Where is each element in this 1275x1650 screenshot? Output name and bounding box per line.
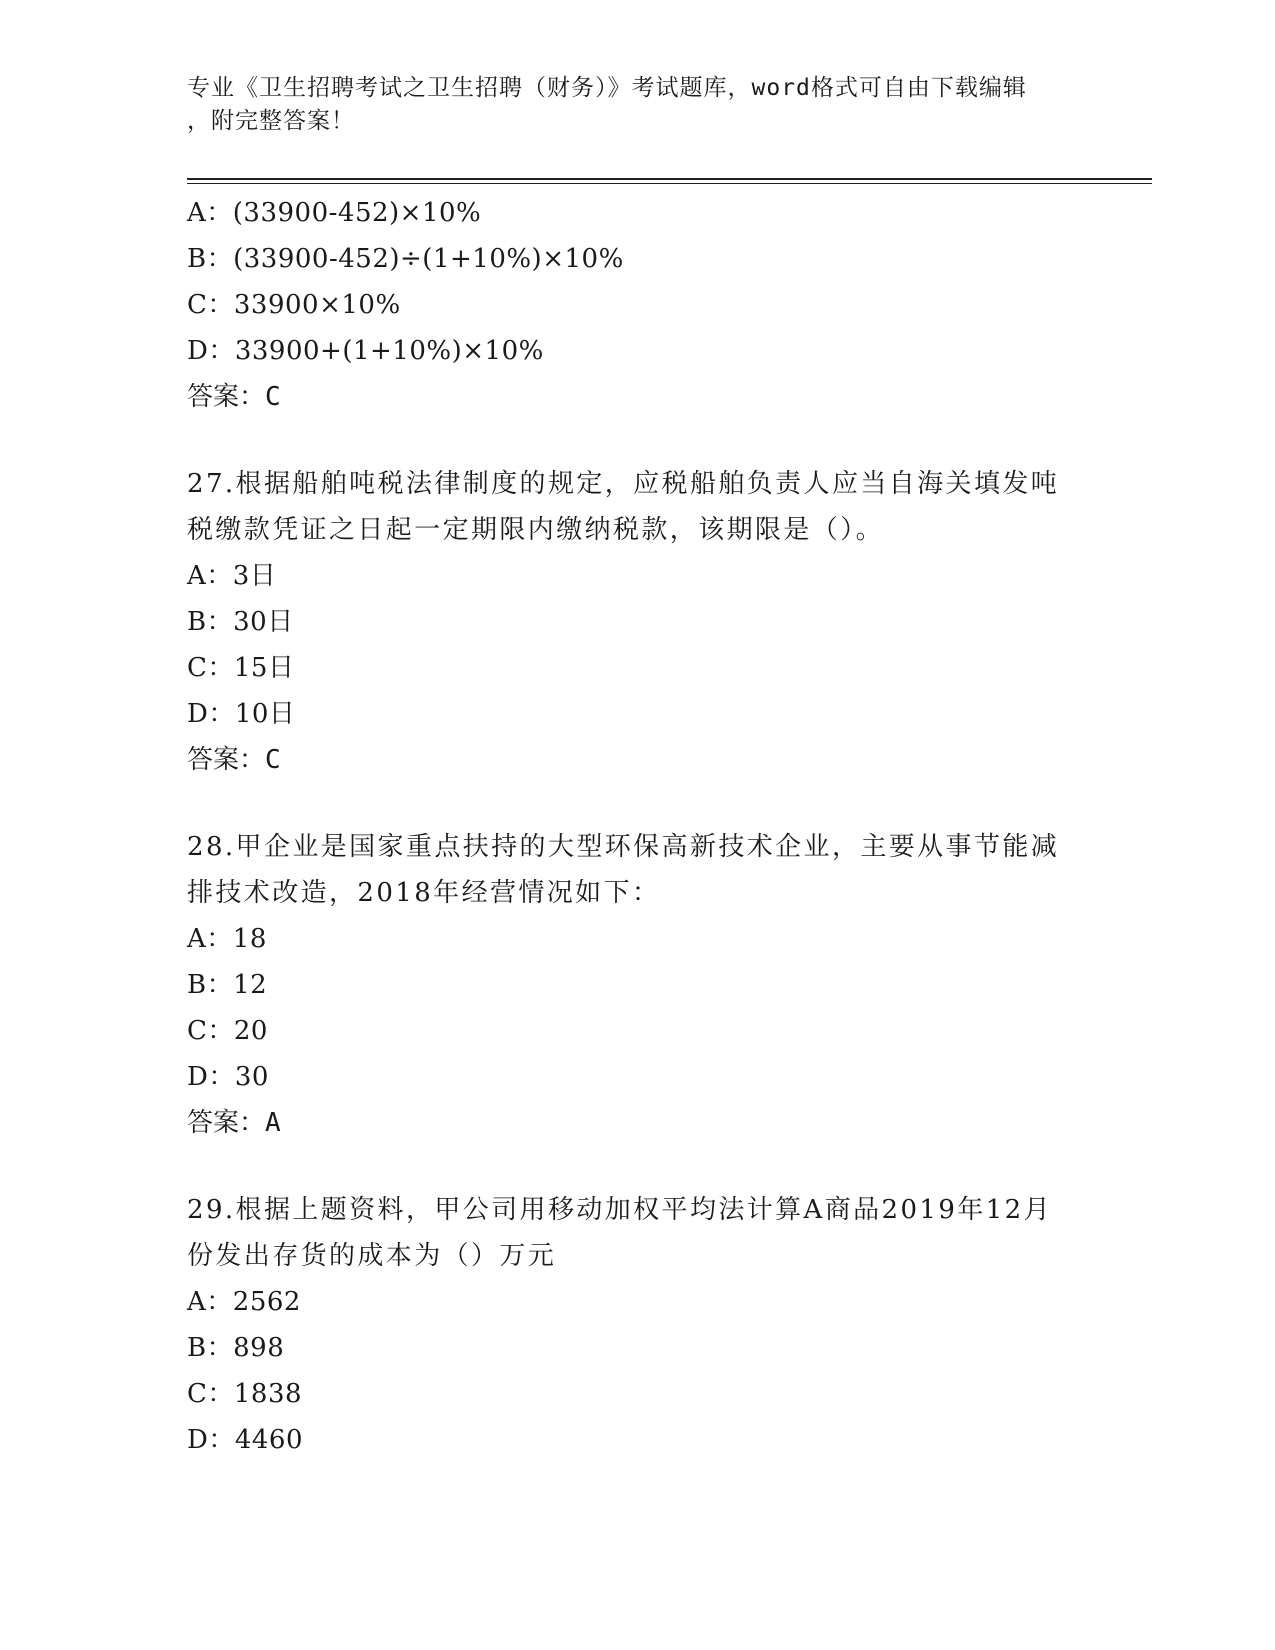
q27-answer: 答案：C xyxy=(187,745,281,775)
q28-stem: 28.甲企业是国家重点扶持的大型环保高新技术企业，主要从事节能减排技术改造，2018年经营情况如下： xyxy=(187,832,1060,908)
q29-stem: 29.根据上题资料，甲公司用移动加权平均法计算A商品2019年12月份发出存货的成本为（）万元 xyxy=(187,1195,1052,1271)
q28-option-d: D：30 xyxy=(187,1062,269,1092)
q26-option-d: D：33900+(1+10%)×10% xyxy=(187,336,544,366)
question-26-block xyxy=(187,190,1087,420)
header-divider-top xyxy=(187,178,1152,180)
q29-option-b: B：898 xyxy=(187,1333,285,1363)
q27-stem: 27.根据船舶吨税法律制度的规定，应税船舶负责人应当自海关填发吨税缴款凭证之日起一定期限内缴纳税款，该期限是（）。 xyxy=(187,469,1060,545)
q28-option-b: B：12 xyxy=(187,970,268,1000)
q26-option-b: B：(33900-452)÷(1+10%)×10% xyxy=(187,244,624,274)
q29-option-d: D：4460 xyxy=(187,1425,304,1455)
q26-option-c: C：33900×10% xyxy=(187,290,401,320)
header-divider-bottom xyxy=(187,183,1152,184)
document-header xyxy=(187,72,1067,138)
q28-option-c: C：20 xyxy=(187,1016,268,1046)
q28-answer: 答案：A xyxy=(187,1108,281,1138)
question-list xyxy=(187,190,1087,1463)
q27-option-b: B：30日 xyxy=(187,607,294,637)
header-line-2: ，附完整答案！ xyxy=(187,108,355,134)
question-27-block xyxy=(187,461,1087,783)
q26-option-a: A：(33900-452)×10% xyxy=(187,198,482,228)
q29-option-c: C：1838 xyxy=(187,1379,303,1409)
q27-option-d: D：10日 xyxy=(187,699,296,729)
q27-option-c: C：15日 xyxy=(187,653,295,683)
header-line-1: 专业《卫生招聘考试之卫生招聘（财务）》考试题库，word格式可自由下载编辑 xyxy=(187,75,1027,101)
q28-option-a: A：18 xyxy=(187,924,267,954)
q27-option-a: A：3日 xyxy=(187,561,277,591)
question-28-block xyxy=(187,824,1087,1146)
question-29-block xyxy=(187,1187,1087,1463)
q26-answer: 答案：C xyxy=(187,382,281,412)
q29-option-a: A：2562 xyxy=(187,1287,301,1317)
